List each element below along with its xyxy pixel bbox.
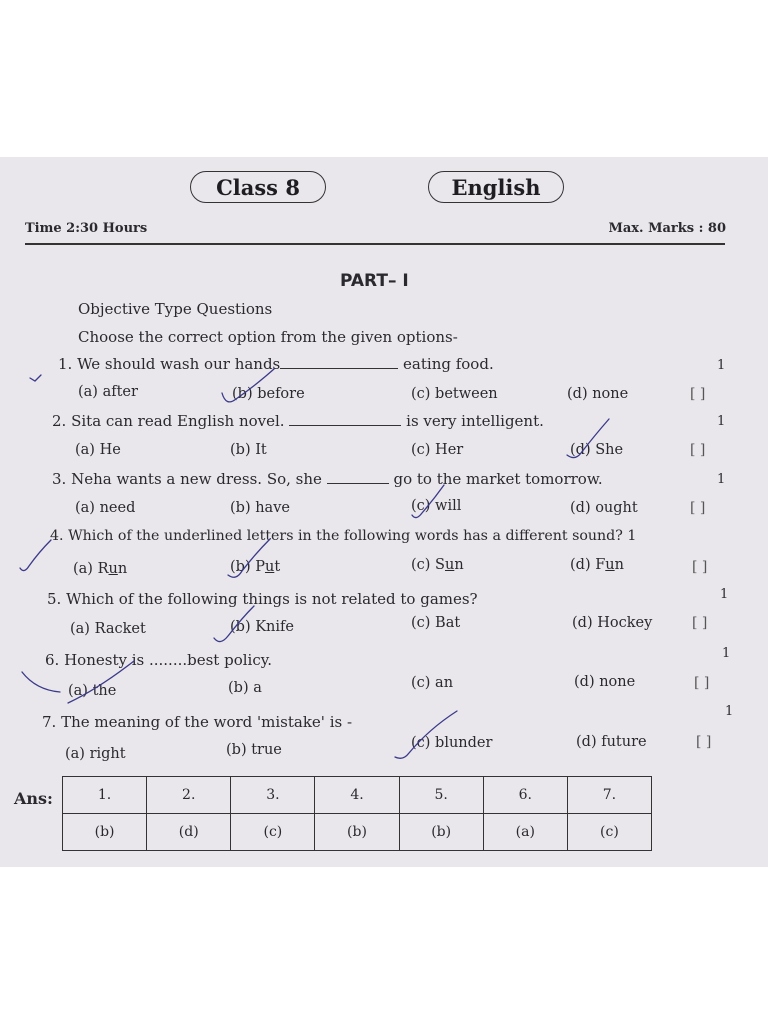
header-rule bbox=[25, 243, 725, 245]
q4-option-d: (d) Fun bbox=[570, 557, 624, 573]
answer-number: 5. bbox=[399, 777, 483, 814]
answer-value: (d) bbox=[147, 814, 231, 851]
question-6: 6. Honesty is ........best policy. bbox=[45, 651, 272, 669]
question-5: 5. Which of the following things is not related to games? bbox=[47, 590, 478, 608]
class-label: Class 8 bbox=[216, 174, 300, 200]
answer-table-numbers-row bbox=[63, 777, 652, 814]
answers-label: Ans: bbox=[14, 789, 53, 808]
subject-label: English bbox=[451, 174, 541, 200]
q2-option-a: (a) He bbox=[75, 442, 121, 458]
answer-bracket-2: [ ] bbox=[690, 442, 706, 458]
question-7: 7. The meaning of the word 'mistake' is - bbox=[42, 713, 353, 731]
q5-option-a: (a) Racket bbox=[70, 621, 146, 637]
q5-option-d: (d) Hockey bbox=[572, 615, 653, 631]
q6-option-b: (b) a bbox=[228, 680, 262, 696]
question-4: 4. Which of the underlined letters in the following words has a different sound? 1 bbox=[50, 528, 637, 544]
q7-option-d: (d) future bbox=[576, 734, 647, 750]
q5-option-b: (b) Knife bbox=[230, 619, 294, 635]
answer-table-values-row bbox=[63, 814, 652, 851]
q3-option-c: (c) will bbox=[411, 498, 462, 514]
marks-1: 1 bbox=[717, 358, 726, 373]
q4-option-b: (b) Put bbox=[230, 559, 281, 575]
q6-option-c: (c) an bbox=[411, 675, 454, 691]
answer-value: (b) bbox=[63, 814, 147, 851]
marks-5: 1 bbox=[720, 587, 729, 602]
part-heading: PART– I bbox=[340, 271, 409, 291]
q3-option-d: (d) ought bbox=[570, 500, 638, 516]
answer-bracket-7: [ ] bbox=[696, 734, 712, 750]
question-3: 3. Neha wants a new dress. So, she go to the market tomorrow. bbox=[52, 470, 603, 488]
answer-value: (c) bbox=[231, 814, 315, 851]
q7-option-b: (b) true bbox=[226, 742, 282, 758]
answer-bracket-5: [ ] bbox=[692, 615, 708, 631]
q4-option-c: (c) Sun bbox=[411, 557, 464, 573]
class-pill bbox=[190, 171, 326, 203]
answer-bracket-3: [ ] bbox=[690, 500, 706, 516]
q1-option-b: (b) before bbox=[232, 386, 305, 402]
answer-bracket-4: [ ] bbox=[692, 559, 708, 575]
marks-7: 1 bbox=[725, 704, 734, 719]
q1-option-c: (c) between bbox=[411, 386, 498, 402]
answer-value: (b) bbox=[315, 814, 399, 851]
marks-3: 1 bbox=[717, 472, 726, 487]
q7-option-a: (a) right bbox=[65, 746, 126, 762]
answer-value: (a) bbox=[483, 814, 567, 851]
q2-option-b: (b) It bbox=[230, 442, 267, 458]
answer-table bbox=[62, 776, 652, 851]
question-2: 2. Sita can read English novel. is very intelligent. bbox=[52, 412, 544, 430]
q5-option-c: (c) Bat bbox=[411, 615, 461, 631]
subject-pill bbox=[428, 171, 564, 203]
q3-option-b: (b) have bbox=[230, 500, 290, 516]
question-1: 1. We should wash our hands eating food. bbox=[58, 355, 494, 373]
marks-2: 1 bbox=[717, 414, 726, 429]
answer-number: 4. bbox=[315, 777, 399, 814]
q6-option-a: (a) the bbox=[68, 683, 117, 699]
instruction: Choose the correct option from the given options- bbox=[78, 328, 458, 346]
answer-bracket-1: [ ] bbox=[690, 386, 706, 402]
answer-number: 6. bbox=[483, 777, 567, 814]
q2-option-d: (d) She bbox=[570, 442, 624, 458]
answer-value: (b) bbox=[399, 814, 483, 851]
q3-option-a: (a) need bbox=[75, 500, 136, 516]
max-marks-label: Max. Marks : 80 bbox=[608, 221, 726, 236]
q2-option-c: (c) Her bbox=[411, 442, 464, 458]
q1-option-a: (a) after bbox=[78, 384, 138, 400]
answer-number: 2. bbox=[147, 777, 231, 814]
answer-number: 7. bbox=[567, 777, 651, 814]
q6-option-d: (d) none bbox=[574, 674, 636, 690]
marks-6: 1 bbox=[722, 646, 731, 661]
answer-number: 3. bbox=[231, 777, 315, 814]
q4-option-a: (a) Run bbox=[73, 561, 128, 577]
answer-bracket-6: [ ] bbox=[694, 675, 710, 691]
time-label: Time 2:30 Hours bbox=[25, 221, 148, 236]
q7-option-c: (c) blunder bbox=[411, 735, 493, 751]
q1-option-d: (d) none bbox=[567, 386, 629, 402]
answer-number: 1. bbox=[63, 777, 147, 814]
section-title: Objective Type Questions bbox=[78, 300, 273, 318]
answer-value: (c) bbox=[567, 814, 651, 851]
